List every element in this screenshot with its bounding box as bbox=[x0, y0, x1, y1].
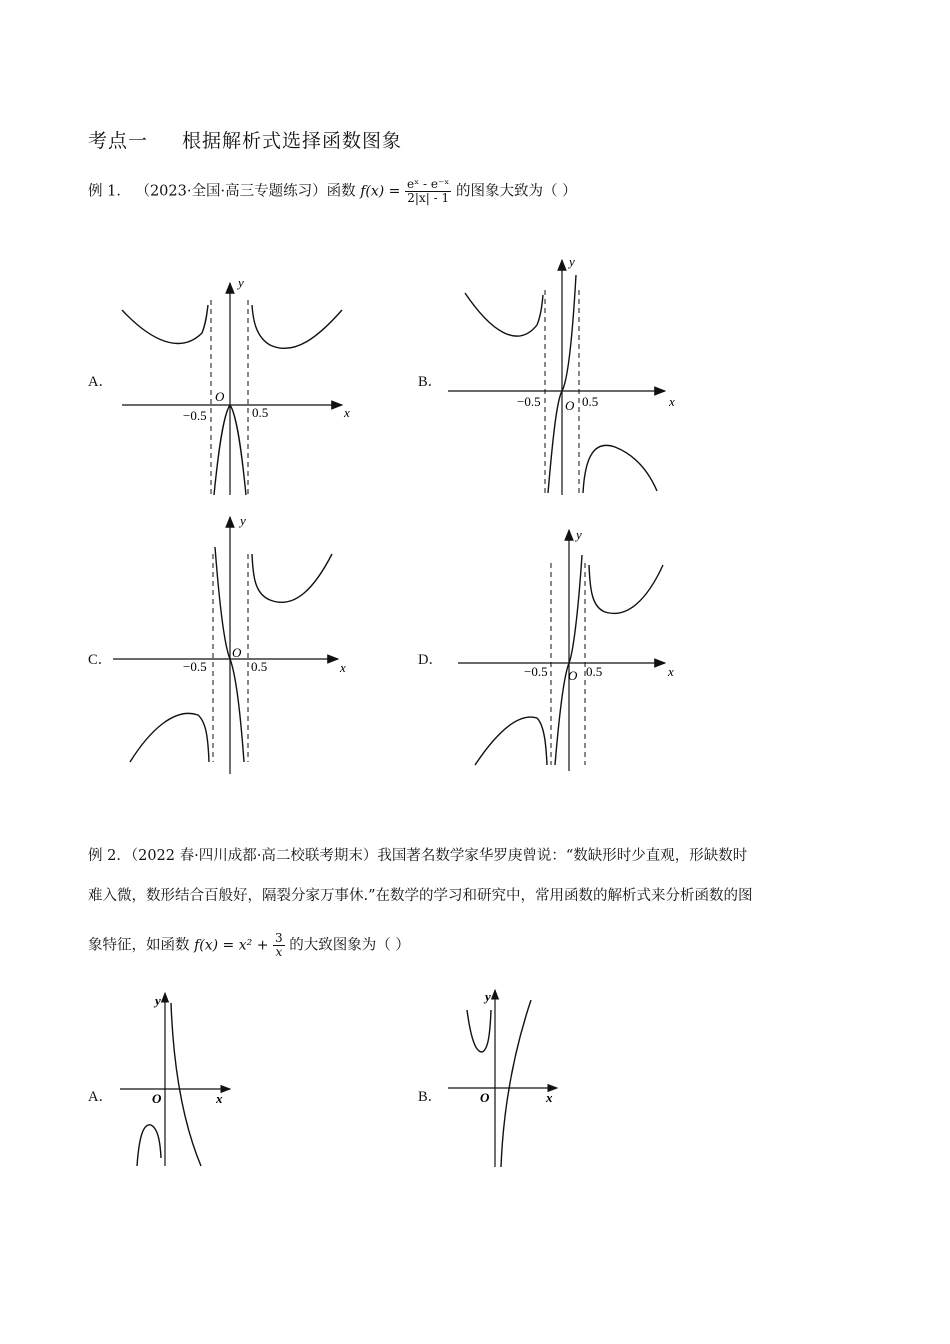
tick-pos-label: 0.5 bbox=[252, 405, 269, 420]
example2-label: 例 2． bbox=[88, 848, 131, 864]
ex1-option-b-label[interactable]: B． bbox=[418, 374, 443, 390]
tick-pos-label: 0.5 bbox=[586, 664, 603, 679]
ex1-option-d-label[interactable]: D． bbox=[418, 652, 443, 668]
example2-line3-prefix: 象特征，如函数 bbox=[88, 937, 190, 954]
example1-label: 例 1． bbox=[88, 183, 131, 200]
example2-denominator: x bbox=[275, 945, 283, 960]
origin-label: O bbox=[568, 668, 578, 683]
example1-fraction bbox=[405, 178, 451, 205]
y-label: y bbox=[240, 513, 246, 528]
ex1-graph-d[interactable] bbox=[455, 525, 690, 775]
example1-numerator: eˣ - e⁻ˣ bbox=[406, 177, 450, 191]
y-label: y bbox=[485, 989, 491, 1004]
example2-func-lhs: f(x) = x² + bbox=[194, 937, 269, 954]
x-label: x bbox=[669, 394, 675, 409]
x-label: x bbox=[216, 1091, 223, 1106]
tick-neg-label: −0.5 bbox=[524, 664, 548, 679]
curve-left bbox=[465, 293, 543, 336]
example1-question bbox=[88, 178, 577, 205]
ex1-graph-b[interactable] bbox=[445, 255, 685, 500]
ex2-option-a-label[interactable]: A． bbox=[88, 1089, 113, 1105]
curve-left bbox=[130, 713, 209, 762]
ex2-option-b-label[interactable]: B． bbox=[418, 1089, 443, 1105]
y-label: y bbox=[155, 993, 161, 1008]
example1-source: （2023·全国·高三专题练习）函数 bbox=[135, 183, 356, 200]
origin-label: O bbox=[232, 645, 242, 660]
section-subtitle: 根据解析式选择函数图象 bbox=[182, 130, 403, 152]
ex2-graph-a[interactable] bbox=[115, 988, 240, 1168]
y-label: y bbox=[569, 255, 575, 269]
example1-func-lhs: f(x) = bbox=[360, 183, 401, 200]
origin-label: O bbox=[565, 398, 575, 413]
example2-line1 bbox=[88, 844, 747, 865]
curve-left bbox=[122, 305, 208, 343]
curve-right bbox=[501, 1000, 531, 1167]
curve-left bbox=[475, 717, 547, 765]
curve-right bbox=[252, 554, 332, 602]
tick-pos-label: 0.5 bbox=[582, 394, 599, 409]
curve-right bbox=[171, 1003, 201, 1166]
example2-suffix: 的大致图象为（ ） bbox=[289, 937, 410, 954]
ex1-graph-a[interactable] bbox=[110, 275, 355, 505]
x-label: x bbox=[546, 1090, 553, 1105]
x-label: x bbox=[344, 405, 350, 420]
curve-left bbox=[467, 1010, 491, 1052]
example2-numerator: 3 bbox=[275, 931, 283, 945]
section-title bbox=[88, 126, 402, 153]
origin-label: O bbox=[152, 1091, 162, 1106]
example2-fraction bbox=[273, 932, 285, 959]
example2-text-line1: （2022 春·四川成都·高二校联考期末）我国著名数学家华罗庚曾说：“数缺形时少直观，形缺数时 bbox=[130, 848, 748, 864]
x-label: x bbox=[668, 664, 674, 679]
example1-suffix: 的图象大致为（ ） bbox=[456, 183, 577, 200]
curve-right bbox=[589, 565, 663, 613]
y-label: y bbox=[576, 527, 582, 542]
curve-right bbox=[252, 305, 342, 348]
x-label: x bbox=[340, 660, 346, 675]
ex1-option-c-label[interactable]: C． bbox=[88, 652, 113, 668]
ex2-graph-b[interactable] bbox=[445, 985, 570, 1170]
example2-line2: 难入微，数形结合百般好，隔裂分家万事休.”在数学的学习和研究中，常用函数的解析式来分析函数的图 bbox=[88, 888, 753, 904]
curve-left bbox=[137, 1125, 161, 1166]
tick-pos-label: 0.5 bbox=[251, 659, 268, 674]
tick-neg-label: −0.5 bbox=[183, 408, 207, 423]
example1-denominator: 2|x| - 1 bbox=[407, 191, 450, 206]
tick-neg-label: −0.5 bbox=[517, 394, 541, 409]
example2-line3 bbox=[88, 932, 410, 959]
ex1-option-a-label[interactable]: A． bbox=[88, 374, 113, 390]
y-label: y bbox=[238, 275, 244, 290]
curve-right bbox=[583, 445, 657, 493]
section-number: 考点一 bbox=[88, 130, 149, 152]
tick-neg-label: −0.5 bbox=[183, 659, 207, 674]
origin-label: O bbox=[480, 1090, 490, 1105]
origin-label: O bbox=[215, 389, 225, 404]
ex1-graph-c[interactable] bbox=[110, 512, 355, 777]
